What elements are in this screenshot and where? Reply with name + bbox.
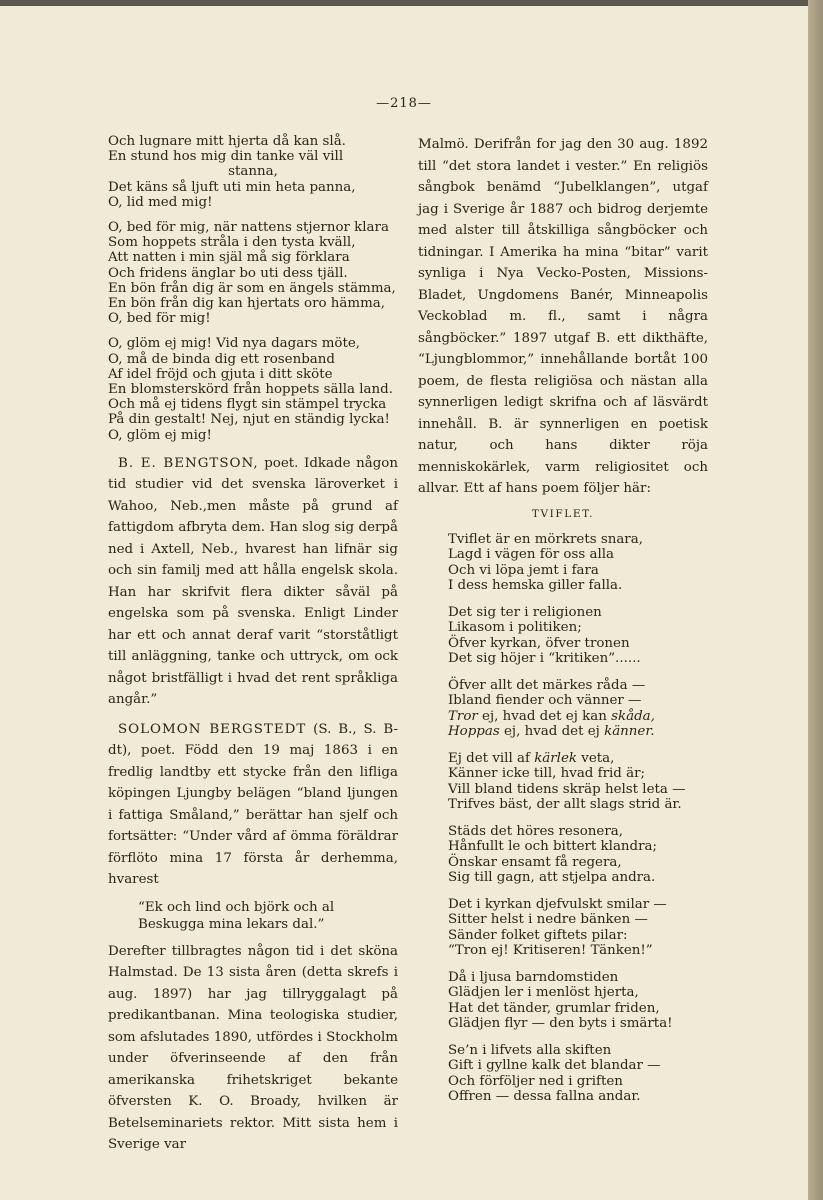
verse-line: O, glöm ej mig! — [108, 427, 212, 443]
poem-line: Gift i gyllne kalk det blandar — — [448, 1058, 661, 1073]
poem-line: Sänder folket giftets pilar: — [448, 927, 628, 943]
verse-line: stanna, — [228, 164, 278, 180]
entry-bengtson — [108, 453, 398, 711]
poem-stanza — [448, 605, 708, 667]
poem-line: Glädjen flyr — den byts i smärta! — [448, 1016, 673, 1031]
poem-line: “Tron ej! Kritiseren! Tänken!” — [448, 943, 653, 958]
verse-line: Att natten i min själ må sig förklara — [108, 250, 350, 266]
poem-line: Det sig ter i religionen — [448, 604, 602, 620]
page-edge — [808, 0, 823, 1200]
poem-line: Glädjen ler i menlöst hjerta, — [448, 985, 639, 1000]
poem-stanza — [448, 532, 708, 594]
verse-stanza-2 — [108, 220, 398, 326]
poem-fragment: Ej det vill af — [448, 750, 535, 766]
verse-line: Som hoppets stråla i den tysta kväll, — [108, 235, 356, 251]
entry-continuation-right: Malmö. Derifrån for jag den 30 aug. 1892 till “det stora landet i vester.” En religiös sångbok benämd “Jubelklangen”, utgaf jag i Sverige år 1887 och bidrog derjemte med alster till åtskilliga sångböcker och tidningar. I Amerika ha mina “bitar” varit synliga i Nya Vecko-Posten, Missions-Bladet, Ungdomens Banér, Minneapolis Veckoblad m. fl., samt i några sångböcker.” 1897 utgaf B. ett dikthäfte, “Ljungblommor,” innehållande bortåt 100 poem, de flesta religiösa och nästan alla synnerligen ledigt skrifna och af läsvärdt innehåll. B. är synnerligen en poetisk natur, och hans dikter röja menniskokärlek, varm religiositet och allvar. Ett af hans poem följer här: — [418, 137, 708, 496]
entry-continuation: Derefter tillbragtes någon tid i det sköna Halmstad. De 13 sista åren (detta skrefs i aug. 1897) har jag tillryggalagt på predikantbanan. Mina teologiska studier, som afslutades 1890, utfördes i Stockholm under öfverinseende af den från amerikanska frihetskriget bekante öfversten K. O. Broady, hvilken är Betelseminariets rektor. Mitt sista hem i Sverige var — [108, 943, 398, 1153]
verse-stanza-3 — [108, 336, 398, 442]
verse-line: På din gestalt! Nej, njut en ständig lycka! — [108, 412, 390, 428]
poem-line: Öfver allt det märkes råda — — [448, 677, 646, 693]
right-column — [418, 134, 708, 1116]
poem-line: Städs det höres resonera, — [448, 823, 623, 839]
poem-line: Sitter helst i nedre bänken — — [448, 912, 648, 927]
poem-line: Då i ljusa barndomstiden — [448, 969, 619, 985]
verse-line: En bön från dig är som en ängels stämma, — [108, 280, 396, 296]
verse-line: En blomsterskörd från hoppets sälla land. — [108, 382, 393, 398]
poem-title: TVIFLET. — [531, 507, 595, 520]
entry-text: poet. Idkade någon tid studier vid det svenska läroverket i Wahoo, Neb.,men måste på grund af fattigdom afbryta dem. Han slog sig derpå ned i Axtell, Neb., hvarest han lifnär sig och sin familj med att hålla engelsk skola. Han har skrifvit flera dikter såväl på engelska som på svenska. Enligt Linder har ett och annat deraf varit “storståtligt till anläggning, tanke och uttryck, om ock något bristfälligt i hvad det rent språkliga angår.” — [108, 455, 398, 708]
poem-line: Önskar ensamt få regera, — [448, 854, 622, 870]
poem-stanza — [448, 678, 708, 740]
block-quote — [138, 899, 398, 933]
poem-line: Hat det tänder, grumlar friden, — [448, 1000, 660, 1016]
poem-line: Det i kyrkan djefvulskt smilar — — [448, 896, 667, 912]
page-number: —218— — [376, 96, 432, 111]
verse-line: Af idel fröjd och gjuta i ditt sköte — [108, 366, 333, 382]
verse-line: Och fridens änglar bo uti dess tjäll. — [108, 265, 348, 281]
poem-line: Känner icke till, hvad frid är; — [448, 766, 646, 781]
left-column — [108, 134, 398, 1164]
poem-line: Tviflet är en mörkrets snara, — [448, 531, 643, 547]
poem-line: Öfver kyrkan, öfver tronen — [448, 635, 630, 651]
verse-line: Och lugnare mitt hjerta då kan slå. — [108, 134, 346, 149]
poem-stanza — [448, 824, 708, 886]
verse-line: O, lid med mig! — [108, 194, 213, 210]
poem-line — [448, 709, 708, 725]
poem-stanza — [448, 751, 708, 813]
quote-line: “Ek och lind och björk och al — [138, 899, 335, 915]
italic-word: Hoppas — [448, 724, 500, 739]
poem-fragment: ej, hvad det ej kan — [477, 708, 612, 724]
verse-line: O, bed för mig! — [108, 311, 211, 327]
poem-fragment: veta, — [577, 750, 615, 766]
verse-line: Det käns så ljuft uti min heta panna, — [108, 179, 356, 195]
poem-line — [448, 724, 708, 740]
poem-line — [448, 751, 708, 767]
poem-line: Vill bland tidens skräp helst leta — — [448, 781, 686, 797]
italic-word: känner. — [604, 724, 655, 739]
poem-line: Sig till gagn, att stjelpa andra. — [448, 870, 656, 885]
poem-line: Offren — dessa fallna andar. — [448, 1089, 641, 1104]
italic-word: kärlek — [534, 750, 578, 766]
verse-stanza-1 — [108, 134, 398, 210]
poem-line: Det sig höjer i “kritiken”...... — [448, 651, 641, 666]
poem-line: Hånfullt le och bittert klandra; — [448, 839, 658, 854]
verse-line: Och må ej tidens flygt sin stämpel trycka — [108, 397, 387, 413]
verse-line: O, må de binda dig ett rosenband — [108, 351, 335, 367]
verse-line: En stund hos mig din tanke väl vill — [108, 149, 344, 165]
entry-text: (S. B., S. B-dt), poet. Född den 19 maj 1863 i en fredlig landtby ett stycke från den lifliga köpingen Ljungby belägen “bland ljungen i fattiga Småland,” berättar han sjelf och fortsätter: “Under vård af ömma föräldrar förflöto mina 17 första år derhemma, hvarest — [108, 721, 398, 888]
italic-word: skåda, — [611, 708, 655, 724]
poem — [448, 532, 708, 1105]
quote-line: Beskugga mina lekars dal.” — [138, 916, 325, 932]
poem-stanza — [448, 970, 708, 1032]
verse-line: O, bed för mig, när nattens stjernor klara — [108, 220, 389, 236]
poem-line: Ibland fiender och vänner — — [448, 693, 642, 708]
entry-name: SOLOMON BERGSTEDT — [118, 721, 307, 737]
italic-word: Tror — [448, 708, 478, 724]
poem-stanza — [448, 897, 708, 959]
verse-line: O, glöm ej mig! Vid nya dagars möte, — [108, 336, 361, 352]
book-page — [0, 6, 808, 1200]
poem-line: Se’n i lifvets alla skiften — [448, 1042, 612, 1058]
entry-bergstedt — [108, 719, 398, 891]
poem-line: Lagd i vägen för oss alla — [448, 547, 615, 562]
poem-line: I dess hemska giller falla. — [448, 578, 623, 593]
poem-stanza — [448, 1043, 708, 1105]
poem-line: Trifves bäst, der allt slags strid är. — [448, 797, 682, 812]
poem-line: Och förföljer ned i griften — [448, 1073, 623, 1089]
poem-fragment: ej, hvad det ej — [499, 724, 605, 739]
poem-line: Och vi löpa jemt i fara — [448, 562, 599, 578]
verse-line: En bön från dig kan hjertats oro hämma, — [108, 296, 386, 312]
entry-name: B. E. BENGTSON, — [118, 455, 259, 471]
poem-line: Likasom i politiken; — [448, 620, 582, 635]
